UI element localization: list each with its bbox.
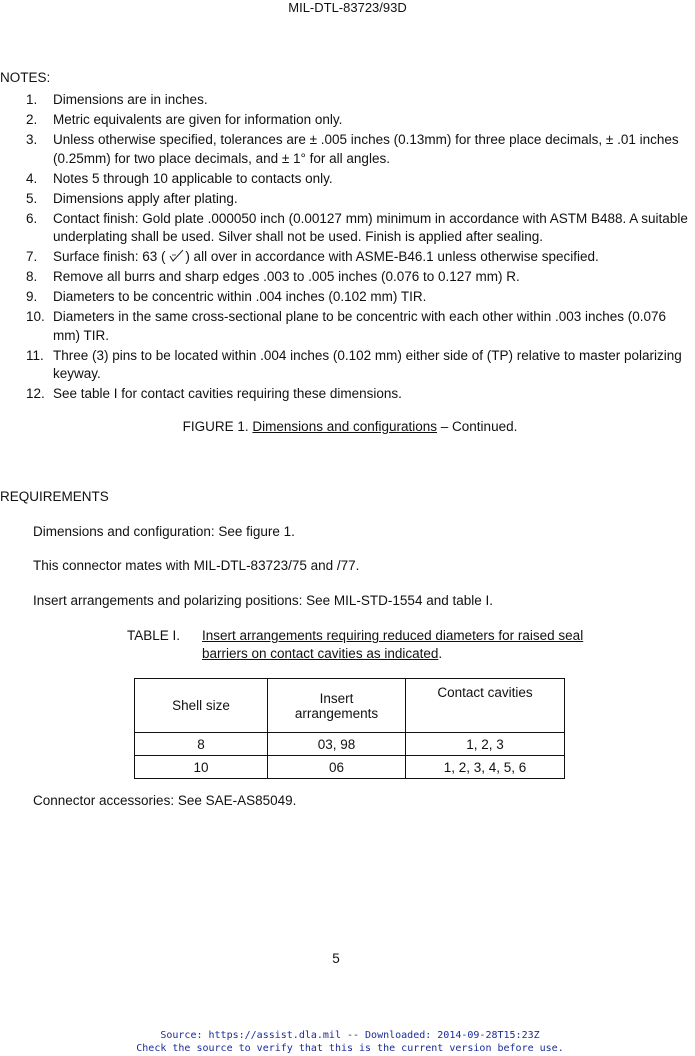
table-cell: 06 — [268, 756, 406, 779]
note-number: 9. — [26, 289, 38, 304]
note-number: 11. — [26, 347, 44, 363]
table-cell: 8 — [135, 733, 268, 756]
table-cell: 10 — [135, 756, 268, 779]
insert-arrangements-header: Insert arrangements — [268, 679, 406, 733]
note-number: 8. — [26, 269, 38, 284]
table-title-text: Insert arrangements requiring reduced diameters for raised seal barriers on contact cavities as indicated — [202, 628, 584, 661]
note-number: 7. — [26, 249, 38, 264]
note-text: Diameters to be concentric within .004 inches (0.102 mm) TIR. — [53, 289, 427, 304]
note-item — [0, 111, 690, 130]
table-cell: 1, 2, 3, 4, 5, 6 — [406, 756, 565, 779]
figure-caption-title: Dimensions and configurations — [252, 419, 438, 434]
contact-cavities-header: Contact cavities — [406, 679, 565, 733]
shell-size-header: Shell size — [135, 679, 268, 733]
table-row — [135, 733, 565, 756]
note-item — [0, 347, 690, 384]
note-number: 1. — [26, 92, 38, 107]
note-number: 6. — [26, 210, 38, 226]
surface-finish-text-end: ) all over in accordance with ASME-B46.1 unless otherwise specified. — [185, 249, 599, 264]
note-item — [0, 190, 690, 209]
note-item — [0, 210, 690, 247]
note-number: 10. — [26, 309, 45, 324]
note-text: Notes 5 through 10 applicable to contacts only. — [53, 170, 333, 186]
note-text: Contact finish: Gold plate .000050 inch (0.00127 mm) minimum in accordance with ASTM B488. A suitable underplating shall be used. Silver shall not be used. Finish is applied after sealing. — [53, 210, 688, 244]
table-header-row — [135, 679, 565, 733]
note-text: See table I for contact cavities requiring these dimensions. — [53, 386, 402, 401]
figure-caption-suffix: – Continued. — [437, 419, 518, 434]
requirements-heading: REQUIREMENTS — [0, 489, 109, 504]
note-text: Unless otherwise specified, tolerances are ± .005 inches (0.13mm) for three place decimals, ± .01 inches (0.25mm) for two place decimals, and ± 1° for all angles. — [53, 132, 679, 166]
table-label: TABLE I. — [127, 628, 181, 643]
mates-paragraph: This connector mates with MIL-DTL-83723/75 and /77. — [33, 558, 360, 573]
note-item — [0, 91, 690, 110]
page-number: 5 — [332, 951, 340, 966]
note-item — [0, 170, 690, 189]
note-item — [0, 248, 690, 267]
source-note — [0, 1029, 695, 1055]
note-text: Dimensions apply after plating. — [53, 190, 238, 206]
note-text: Dimensions are in inches. — [53, 92, 208, 107]
note-number: 2. — [26, 112, 38, 127]
surface-finish-text-start: Surface finish: 63 ( — [53, 249, 170, 264]
note-item — [0, 288, 690, 307]
document-id-header: MIL-DTL-83723/93D — [288, 0, 407, 15]
notes-list — [0, 91, 690, 405]
note-text: Metric equivalents are given for information only. — [53, 112, 343, 127]
dimensions-paragraph: Dimensions and configuration: See figure 1. — [33, 524, 295, 539]
note-item — [0, 131, 690, 168]
note-number: 4. — [26, 170, 38, 186]
table-cell: 03, 98 — [268, 733, 406, 756]
note-item — [0, 385, 690, 404]
source-note-line-2: Check the source to verify that this is the current version before use. — [136, 1043, 564, 1054]
note-number: 5. — [26, 190, 38, 206]
inserts-paragraph: Insert arrangements and polarizing positions: See MIL-STD-1554 and table I. — [33, 593, 494, 608]
insert-arrangements-table — [134, 678, 565, 779]
note-number: 12. — [26, 386, 45, 401]
table-title — [202, 627, 622, 663]
table-cell: 1, 2, 3 — [406, 733, 565, 756]
figure-caption — [0, 419, 695, 434]
accessories-paragraph: Connector accessories: See SAE-AS85049. — [33, 793, 297, 808]
note-item — [0, 308, 690, 345]
table-row — [135, 756, 565, 779]
note-number: 3. — [26, 132, 38, 147]
note-item — [0, 268, 690, 287]
figure-caption-prefix: FIGURE 1. — [182, 419, 253, 434]
note-text — [53, 248, 690, 267]
note-text: Remove all burrs and sharp edges .003 to .005 inches (0.076 to 0.127 mm) R. — [53, 269, 520, 284]
note-text: Three (3) pins to be located within .004 inches (0.102 mm) either side of (TP) relative to master polarizing keyway. — [53, 347, 682, 381]
surface-roughness-icon — [169, 249, 185, 262]
source-note-line-1: Source: https://assist.dla.mil -- Downloaded: 2014-09-28T15:23Z — [160, 1030, 540, 1041]
note-text: Diameters in the same cross-sectional plane to be concentric with each other within .003 inches (0.076 mm) TIR. — [53, 309, 667, 343]
notes-heading: NOTES: — [0, 70, 51, 85]
table-title-period: . — [438, 646, 443, 661]
